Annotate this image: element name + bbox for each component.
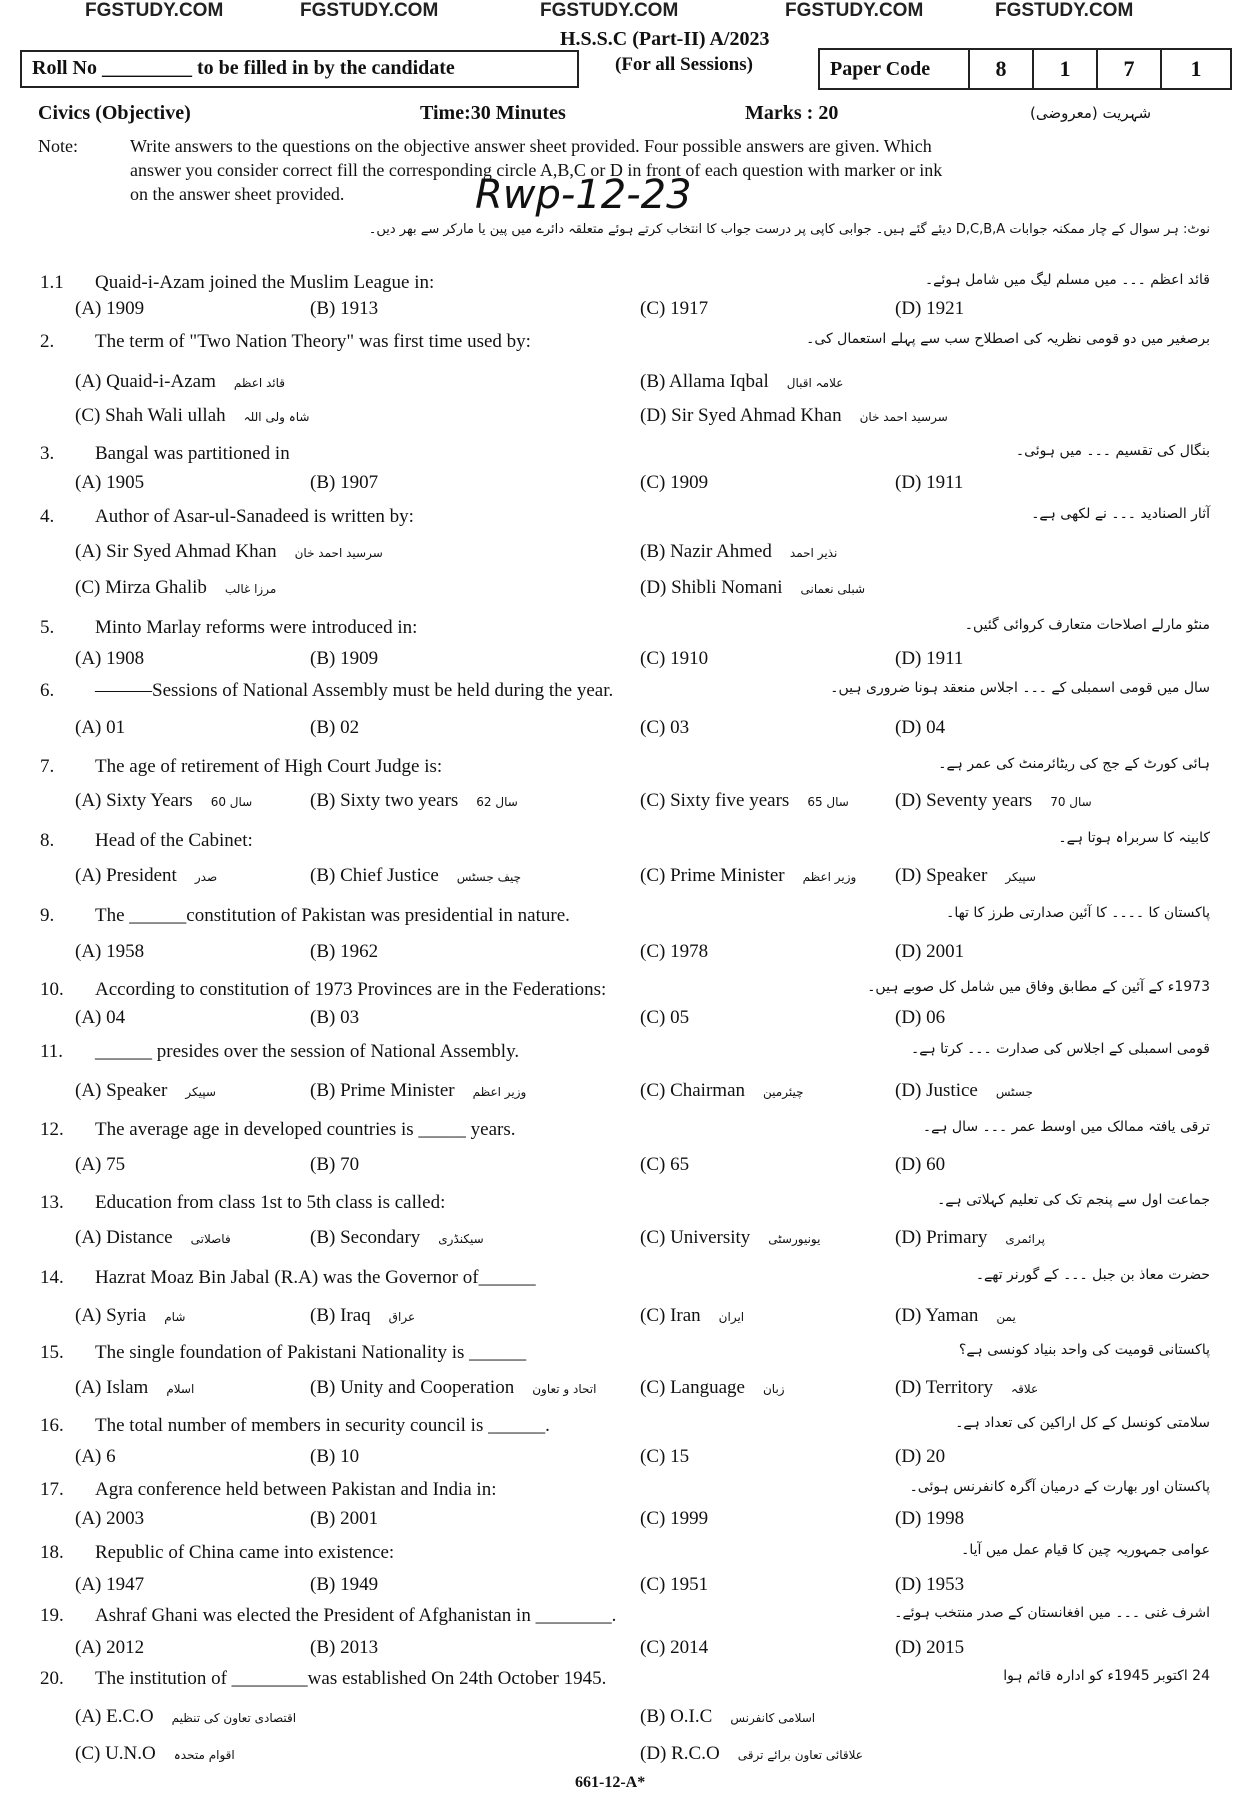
option-a xyxy=(75,1377,194,1399)
option-urdu: اقوام متحدہ xyxy=(173,1748,235,1762)
option-d xyxy=(895,472,963,494)
question-number: 9. xyxy=(40,905,55,926)
question-number: 17. xyxy=(40,1479,64,1500)
option-text: (A) Syria xyxy=(75,1305,147,1326)
question-urdu: پاکستان کا ۔۔۔۔ کا آئین صدارتی طرز کا تھا۔ xyxy=(946,905,1210,921)
option-text: (D) 1998 xyxy=(895,1508,965,1529)
option-urdu: علامہ اقبال xyxy=(786,376,844,390)
option-urdu: سرسید احمد خان xyxy=(294,546,383,560)
footer-code: 661-12-A* xyxy=(575,1774,646,1791)
question-text: According to constitution of 1973 Provinces are in the Federations: xyxy=(95,979,607,1000)
option-urdu: مرزا غالب xyxy=(224,582,277,596)
marks-label: Marks : 20 xyxy=(745,102,839,124)
question-urdu: پاکستانی قومیت کی واحد بنیاد کونسی ہے؟ xyxy=(958,1342,1210,1358)
option-text: (D) Sir Syed Ahmad Khan xyxy=(640,405,842,426)
question-text: Head of the Cabinet: xyxy=(95,830,253,851)
option-text: (D) 1911 xyxy=(895,648,964,669)
option-text: (D) Justice xyxy=(895,1080,978,1101)
option-text: (B) 70 xyxy=(310,1154,360,1175)
question-urdu: بنگال کی تقسیم ۔۔۔ میں ہوئی۔ xyxy=(1015,443,1210,459)
question-urdu: 24 اکتوبر 1945ء کو ادارہ قائم ہوا xyxy=(1003,1668,1210,1684)
option-b xyxy=(310,1154,359,1176)
option-text: (C) University xyxy=(640,1227,751,1248)
option-text: (B) 2013 xyxy=(310,1637,379,1658)
option-text: (B) Iraq xyxy=(310,1305,371,1326)
option-text: (B) 1962 xyxy=(310,941,379,962)
question-urdu: جماعت اول سے پنجم تک کی تعلیم کہلاتی ہے۔ xyxy=(937,1192,1210,1208)
option-a xyxy=(75,472,144,494)
option-b xyxy=(640,371,843,393)
option-c xyxy=(640,1080,803,1102)
exam-title: H.S.S.C (Part-II) A/2023 xyxy=(560,28,770,50)
question-urdu: ترقی یافتہ ممالک میں اوسط عمر ۔۔۔ سال ہے۔ xyxy=(922,1119,1210,1135)
option-text: (A) 1908 xyxy=(75,648,145,669)
option-a xyxy=(75,1508,144,1530)
option-b xyxy=(310,865,521,887)
option-d xyxy=(895,1508,964,1530)
option-b xyxy=(310,1080,526,1102)
question-text: Education from class 1st to 5th class is called: xyxy=(95,1192,446,1213)
option-text: (A) 1905 xyxy=(75,472,145,493)
option-a xyxy=(75,1305,185,1327)
option-urdu: اتحاد و تعاون xyxy=(532,1382,597,1396)
paper-code-digit: 8 xyxy=(968,50,1032,88)
option-c xyxy=(640,1637,708,1659)
option-urdu: چیف جسٹس xyxy=(456,870,522,884)
option-text: (C) U.N.O xyxy=(75,1743,156,1764)
note-label: Note: xyxy=(38,136,78,156)
option-text: (D) Territory xyxy=(895,1377,994,1398)
option-b xyxy=(310,1007,359,1029)
option-urdu: چیئرمین xyxy=(763,1085,804,1099)
option-text: (C) 1951 xyxy=(640,1574,709,1595)
option-text: (A) 01 xyxy=(75,717,126,738)
sessions-label: (For all Sessions) xyxy=(615,54,753,75)
option-c xyxy=(640,298,708,320)
option-c xyxy=(640,1446,689,1468)
question-number: 11. xyxy=(40,1041,64,1062)
option-b xyxy=(310,717,359,739)
option-text: (D) Primary xyxy=(895,1227,988,1248)
question-urdu: حضرت معاذ بن جبل ۔۔۔ کے گورنر تھے۔ xyxy=(975,1267,1210,1283)
option-text: (D) Shibli Nomani xyxy=(640,577,783,598)
question-text: Quaid-i-Azam joined the Muslim League in: xyxy=(95,272,435,293)
paper-code-digit: 1 xyxy=(1160,50,1230,88)
option-urdu: اسلامی کانفرنس xyxy=(730,1711,816,1725)
option-text: (C) Chairman xyxy=(640,1080,746,1101)
question-text: The total number of members in security council is ______. xyxy=(95,1415,550,1436)
option-c xyxy=(640,648,708,670)
note-line: on the answer sheet provided. xyxy=(130,184,345,204)
question-text: The age of retirement of High Court Judge is: xyxy=(95,756,443,777)
question-text: ———Sessions of National Assembly must be held during the year. xyxy=(95,680,614,701)
roll-no-box xyxy=(20,50,579,88)
option-a xyxy=(75,371,285,393)
watermark: FGSTUDY.COM xyxy=(995,0,1134,21)
option-text: (B) Unity and Cooperation xyxy=(310,1377,515,1398)
option-text: (B) O.I.C xyxy=(640,1706,713,1727)
option-c xyxy=(75,405,309,427)
option-urdu: شام xyxy=(164,1310,186,1324)
option-text: (B) Chief Justice xyxy=(310,865,439,886)
question-text: Republic of China came into existence: xyxy=(95,1542,395,1563)
option-text: (D) 06 xyxy=(895,1007,946,1028)
question-text: Hazrat Moaz Bin Jabal (R.A) was the Governor of______ xyxy=(95,1267,536,1288)
option-a xyxy=(75,1227,231,1249)
question-text: The term of "Two Nation Theory" was first time used by: xyxy=(95,331,531,352)
question-text: Minto Marlay reforms were introduced in: xyxy=(95,617,418,638)
option-urdu: عراق xyxy=(388,1310,416,1324)
option-urdu: پرائمری xyxy=(1005,1232,1045,1246)
option-d xyxy=(895,298,964,320)
option-d xyxy=(895,1574,964,1596)
option-text: (A) Quaid-i-Azam xyxy=(75,371,216,392)
option-d xyxy=(895,865,1036,887)
option-urdu: سپیکر xyxy=(1005,870,1036,884)
option-urdu: 60 سال xyxy=(210,795,253,809)
question-number: 15. xyxy=(40,1342,64,1363)
option-d xyxy=(895,1007,945,1029)
option-text: (C) 1978 xyxy=(640,941,709,962)
question-number: 14. xyxy=(40,1267,64,1288)
option-d xyxy=(895,1154,945,1176)
option-text: (D) Speaker xyxy=(895,865,988,886)
question-number: 18. xyxy=(40,1542,64,1563)
option-urdu: علاقائی تعاون برائے ترقی xyxy=(737,1748,863,1762)
option-urdu: وزیر اعظم xyxy=(472,1085,527,1099)
question-text: Author of Asar-ul-Sanadeed is written by: xyxy=(95,506,414,527)
option-a xyxy=(75,1574,144,1596)
question-number: 8. xyxy=(40,830,55,851)
option-c xyxy=(640,865,856,887)
question-urdu: عوامی جمہوریہ چین کا قیام عمل میں آیا۔ xyxy=(961,1542,1210,1558)
option-text: (A) 04 xyxy=(75,1007,126,1028)
option-text: (A) Sir Syed Ahmad Khan xyxy=(75,541,277,562)
option-text: (C) 03 xyxy=(640,717,690,738)
paper-code-digit: 1 xyxy=(1032,50,1096,88)
note-urdu: نوٹ: ہر سوال کے چار ممکنہ جوابات D,C,B,A دیئے گئے ہیں۔ جوابی کاپی پر درست جواب کا انتخاب کرتے ہوئے متعلقہ دائرے میں پین یا مارکر سے بھر دیں۔ xyxy=(368,222,1210,237)
paper-code-label: Paper Code xyxy=(830,58,931,80)
option-urdu: سرسید احمد خان xyxy=(859,410,948,424)
option-text: (A) Sixty Years xyxy=(75,790,193,811)
option-urdu: 70 سال xyxy=(1050,795,1092,809)
option-a xyxy=(75,790,252,812)
roll-no-label: Roll No _________ to be filled in by the candidate xyxy=(32,57,455,79)
option-c xyxy=(640,1574,708,1596)
option-b xyxy=(310,790,518,812)
paper-code-digit: 7 xyxy=(1096,50,1160,88)
question-text: ______ presides over the session of National Assembly. xyxy=(95,1041,520,1062)
option-text: (A) 1947 xyxy=(75,1574,145,1595)
question-urdu: کابینہ کا سربراہ ہوتا ہے۔ xyxy=(1058,830,1210,846)
option-text: (B) 1909 xyxy=(310,648,379,669)
option-b xyxy=(310,941,378,963)
option-a xyxy=(75,1446,116,1468)
option-urdu: صدر xyxy=(194,870,218,884)
option-text: (A) 1909 xyxy=(75,298,145,319)
option-b xyxy=(310,1574,378,1596)
question-urdu: برصغیر میں دو قومی نظریہ کی اصطلاح سب سے پہلے استعمال کی۔ xyxy=(806,331,1210,347)
option-c xyxy=(75,1743,235,1765)
option-urdu: شاہ ولی اللہ xyxy=(243,410,310,424)
option-text: (A) Speaker xyxy=(75,1080,168,1101)
option-d xyxy=(895,717,945,739)
watermark: FGSTUDY.COM xyxy=(540,0,679,21)
option-text: (C) 1910 xyxy=(640,648,709,669)
option-text: (C) Sixty five years xyxy=(640,790,790,811)
question-urdu: آثار الصنادید ۔۔۔ نے لکھی ہے۔ xyxy=(1031,506,1210,522)
option-text: (D) 2001 xyxy=(895,941,965,962)
option-text: (B) 10 xyxy=(310,1446,360,1467)
option-text: (D) 20 xyxy=(895,1446,946,1467)
option-a xyxy=(75,298,144,320)
option-b xyxy=(310,472,378,494)
option-text: (D) 2015 xyxy=(895,1637,965,1658)
option-a xyxy=(75,941,144,963)
option-urdu: اسلام xyxy=(166,1382,195,1396)
option-text: (D) 60 xyxy=(895,1154,946,1175)
paper-code-box xyxy=(818,48,1232,90)
question-urdu: قومی اسمبلی کے اجلاس کی صدارت ۔۔۔ کرتا ہے۔ xyxy=(911,1041,1210,1057)
option-text: (A) Islam xyxy=(75,1377,149,1398)
option-text: (C) 1917 xyxy=(640,298,709,319)
option-a xyxy=(75,648,144,670)
option-text: (C) Mirza Ghalib xyxy=(75,577,207,598)
option-b xyxy=(310,648,378,670)
option-text: (C) Prime Minister xyxy=(640,865,785,886)
question-number: 12. xyxy=(40,1119,64,1140)
question-urdu: قائد اعظم ۔۔۔ میں مسلم لیگ میں شامل ہوئے۔ xyxy=(924,272,1210,288)
time-label: Time:30 Minutes xyxy=(420,102,566,124)
option-d xyxy=(640,1743,863,1765)
option-a xyxy=(75,1080,216,1102)
option-urdu: نذیر احمد xyxy=(789,546,838,560)
option-urdu: وزیر اعظم xyxy=(802,870,857,884)
option-text: (A) 2012 xyxy=(75,1637,145,1658)
option-a xyxy=(75,1637,144,1659)
option-text: (A) President xyxy=(75,865,177,886)
option-text: (B) Secondary xyxy=(310,1227,421,1248)
option-urdu: یونیورسٹی xyxy=(768,1232,821,1246)
option-text: (B) 1913 xyxy=(310,298,379,319)
option-c xyxy=(640,941,708,963)
option-text: (B) 03 xyxy=(310,1007,360,1028)
option-text: (A) 75 xyxy=(75,1154,126,1175)
option-text: (D) 1953 xyxy=(895,1574,965,1595)
option-a xyxy=(75,1706,296,1728)
option-urdu: ایران xyxy=(718,1310,745,1324)
option-b xyxy=(310,298,378,320)
option-text: (A) 2003 xyxy=(75,1508,145,1529)
question-number: 3. xyxy=(40,443,55,464)
option-text: (B) 1949 xyxy=(310,1574,379,1595)
option-urdu: شبلی نعمانی xyxy=(800,582,866,596)
option-text: (C) Language xyxy=(640,1377,745,1398)
note-line: Write answers to the questions on the objective answer sheet provided. Four possible answers are given. Which xyxy=(130,136,932,156)
option-text: (C) 65 xyxy=(640,1154,690,1175)
watermark: FGSTUDY.COM xyxy=(300,0,439,21)
question-number: 5. xyxy=(40,617,55,638)
option-text: (C) Iran xyxy=(640,1305,701,1326)
option-text: (D) 04 xyxy=(895,717,946,738)
option-text: (D) R.C.O xyxy=(640,1743,720,1764)
option-text: (B) Prime Minister xyxy=(310,1080,455,1101)
option-text: (D) Seventy years xyxy=(895,790,1033,811)
question-urdu: منٹو مارلے اصلاحات متعارف کروائی گئیں۔ xyxy=(964,617,1210,633)
question-text: The ______constitution of Pakistan was presidential in nature. xyxy=(95,905,570,926)
question-number: 20. xyxy=(40,1668,64,1689)
question-number: 4. xyxy=(40,506,55,527)
option-c xyxy=(640,1305,744,1327)
option-c xyxy=(75,577,276,599)
option-a xyxy=(75,865,217,887)
option-d xyxy=(895,1377,1038,1399)
question-number: 19. xyxy=(40,1605,64,1626)
option-urdu: زبان xyxy=(762,1382,785,1396)
question-number: 2. xyxy=(40,331,55,352)
option-urdu: اقتصادی تعاون کی تنظیم xyxy=(171,1711,297,1725)
question-urdu: سلامتی کونسل کے کل اراکین کی تعداد ہے۔ xyxy=(955,1415,1210,1431)
option-text: (C) 15 xyxy=(640,1446,690,1467)
option-d xyxy=(895,1305,1016,1327)
option-a xyxy=(75,1007,125,1029)
option-d xyxy=(895,1637,964,1659)
option-b xyxy=(640,1706,815,1728)
option-text: (B) 2001 xyxy=(310,1508,379,1529)
option-c xyxy=(640,717,689,739)
option-text: (C) 1909 xyxy=(640,472,709,493)
option-b xyxy=(310,1377,596,1399)
option-urdu: یمن xyxy=(996,1310,1016,1324)
option-d xyxy=(895,1227,1045,1249)
option-d xyxy=(895,790,1092,812)
question-urdu: ہائی کورٹ کے جج کی ریٹائرمنٹ کی عمر ہے۔ xyxy=(938,756,1210,772)
option-b xyxy=(310,1508,378,1530)
option-b xyxy=(310,1446,359,1468)
question-text: Agra conference held between Pakistan and India in: xyxy=(95,1479,497,1500)
option-c xyxy=(640,1227,820,1249)
option-b xyxy=(310,1305,415,1327)
option-d xyxy=(640,577,865,599)
option-text: (C) Shah Wali ullah xyxy=(75,405,226,426)
question-number: 1.1 xyxy=(40,272,64,293)
option-b xyxy=(310,1227,484,1249)
question-text: Ashraf Ghani was elected the President of Afghanistan in ________. xyxy=(95,1605,617,1626)
option-urdu: 62 سال xyxy=(476,795,518,809)
option-c xyxy=(640,1508,708,1530)
question-number: 13. xyxy=(40,1192,64,1213)
watermark: FGSTUDY.COM xyxy=(785,0,924,21)
watermark: FGSTUDY.COM xyxy=(85,0,224,21)
option-urdu: سپیکر xyxy=(185,1085,216,1099)
option-d xyxy=(895,648,963,670)
question-number: 10. xyxy=(40,979,64,1000)
subject-title: Civics (Objective) xyxy=(38,102,191,124)
question-text: The single foundation of Pakistani Nationality is ______ xyxy=(95,1342,527,1363)
option-a xyxy=(75,717,125,739)
question-urdu: 1973ء کے آئین کے مطابق وفاق میں شامل کل صوبے ہیں۔ xyxy=(867,979,1210,995)
option-c xyxy=(640,472,708,494)
question-urdu: پاکستان اور بھارت کے درمیان آگرہ کانفرنس ہوئی۔ xyxy=(909,1479,1210,1495)
option-urdu: سیکنڈری xyxy=(438,1232,484,1246)
option-c xyxy=(640,1007,689,1029)
option-c xyxy=(640,790,849,812)
question-number: 7. xyxy=(40,756,55,777)
option-text: (D) Yaman xyxy=(895,1305,979,1326)
question-text: The institution of ________was established On 24th October 1945. xyxy=(95,1668,607,1689)
option-text: (C) 2014 xyxy=(640,1637,709,1658)
option-d xyxy=(895,1446,945,1468)
option-a xyxy=(75,541,383,563)
option-d xyxy=(895,941,964,963)
option-urdu: فاصلاتی xyxy=(190,1232,231,1246)
option-c xyxy=(640,1377,785,1399)
question-text: Bangal was partitioned in xyxy=(95,443,290,464)
note-line: answer you consider correct fill the corresponding circle A,B,C or D in front of each question with marker or ink xyxy=(130,160,943,180)
question-text: The average age in developed countries is _____ years. xyxy=(95,1119,516,1140)
option-c xyxy=(640,1154,689,1176)
question-number: 6. xyxy=(40,680,55,701)
option-text: (A) 6 xyxy=(75,1446,116,1467)
subject-urdu: شہریت (معروضی) xyxy=(1030,104,1152,122)
option-d xyxy=(895,1080,1033,1102)
option-b xyxy=(310,1637,378,1659)
option-text: (B) 02 xyxy=(310,717,360,738)
option-text: (A) E.C.O xyxy=(75,1706,154,1727)
option-text: (B) 1907 xyxy=(310,472,379,493)
option-urdu: قائد اعظم xyxy=(233,376,286,390)
option-urdu: 65 سال xyxy=(807,795,849,809)
option-a xyxy=(75,1154,125,1176)
option-text: (B) Nazir Ahmed xyxy=(640,541,772,562)
option-text: (A) 1958 xyxy=(75,941,145,962)
option-urdu: علاقہ xyxy=(1011,1382,1039,1396)
option-d xyxy=(640,405,948,427)
option-text: (C) 1999 xyxy=(640,1508,709,1529)
question-urdu: سال میں قومی اسمبلی کے ۔۔۔ اجلاس منعقد ہونا ضروری ہیں۔ xyxy=(830,680,1210,696)
option-text: (D) 1911 xyxy=(895,472,964,493)
question-urdu: اشرف غنی ۔۔۔ میں افغانستان کے صدر منتخب ہوئے۔ xyxy=(894,1605,1210,1621)
option-text: (C) 05 xyxy=(640,1007,690,1028)
option-text: (B) Allama Iqbal xyxy=(640,371,769,392)
option-urdu: جسٹس xyxy=(995,1085,1033,1099)
option-text: (A) Distance xyxy=(75,1227,173,1248)
handwritten-code: Rwp-12-23 xyxy=(475,172,692,218)
question-number: 16. xyxy=(40,1415,64,1436)
option-text: (D) 1921 xyxy=(895,298,965,319)
option-text: (B) Sixty two years xyxy=(310,790,459,811)
option-b xyxy=(640,541,837,563)
